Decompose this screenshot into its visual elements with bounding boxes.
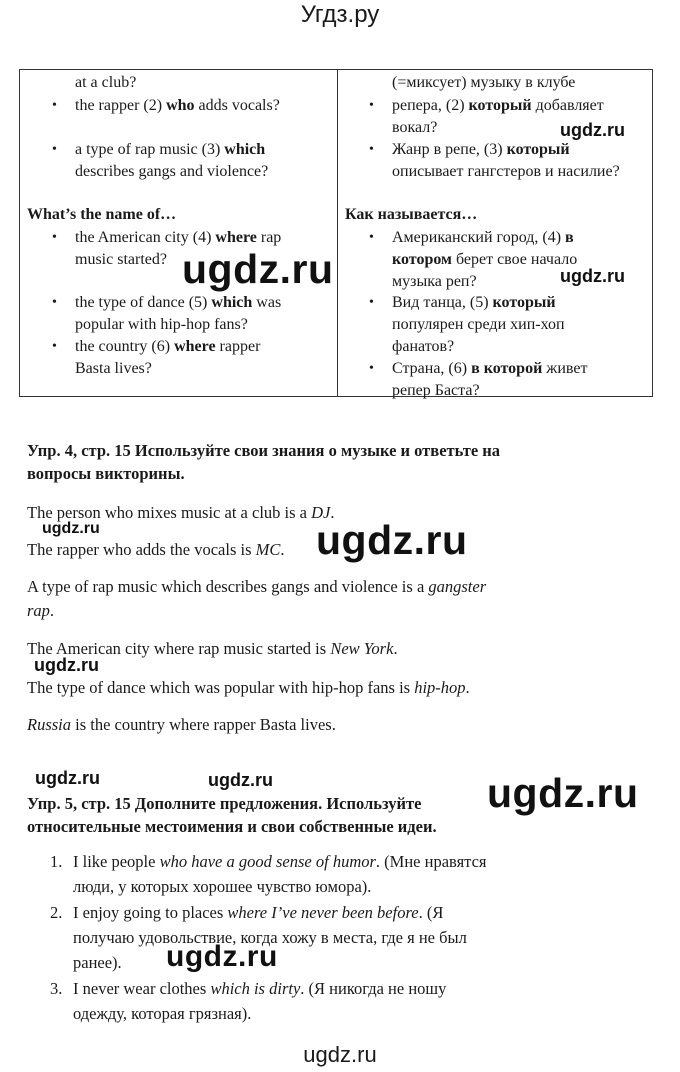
ex4-answer-3-cont: rap. bbox=[27, 601, 55, 620]
bullet-icon: • bbox=[52, 98, 57, 113]
left-item-3-cont: describes gangs and violence? bbox=[75, 163, 269, 180]
right-item-3-cont: описывает гангстеров и насилие? bbox=[392, 163, 620, 180]
right-item-6: Страна, (6) в которой живет bbox=[392, 360, 588, 377]
bullet-icon: • bbox=[369, 230, 374, 245]
ex5-item-3: I never wear clothes which is dirty. (Я никогда не ношу bbox=[73, 979, 447, 998]
right-item-2-cont: вокал? bbox=[392, 119, 438, 136]
site-footer: ugdz.ru bbox=[303, 1042, 377, 1067]
ex5-item-number: 2. bbox=[50, 903, 63, 922]
ex4-heading-line2: вопросы викторины. bbox=[27, 464, 185, 483]
right-item-4-cont: котором берет свое начало bbox=[392, 251, 578, 268]
right-item-4: Американский город, (4) в bbox=[392, 229, 574, 246]
left-item-2: the rapper (2) who adds vocals? bbox=[75, 97, 280, 114]
bullet-icon: • bbox=[52, 230, 57, 245]
ex5-item-1-cont: люди, у которых хорошее чувство юмора). bbox=[73, 877, 372, 896]
right-item-5-cont2: фанатов? bbox=[392, 338, 455, 355]
bullet-icon: • bbox=[52, 295, 57, 310]
ex5-heading-line1: Упр. 5, стр. 15 Дополните предложения. Используйте bbox=[27, 794, 422, 813]
left-item-6-cont: Basta lives? bbox=[75, 360, 152, 377]
ex5-item-2: I enjoy going to places where I’ve never been before. (Я bbox=[73, 903, 444, 922]
watermark: ugdz.ru bbox=[560, 120, 625, 140]
bullet-icon: • bbox=[52, 339, 57, 354]
ex4-answer-3: A type of rap music which describes gangs and violence is a gangster bbox=[27, 577, 487, 596]
table-divider bbox=[337, 69, 338, 397]
right-item-4-cont2: музыка реп? bbox=[392, 273, 477, 290]
watermark: ugdz.ru bbox=[208, 770, 273, 790]
watermark: ugdz.ru bbox=[42, 520, 100, 537]
bullet-icon: • bbox=[369, 361, 374, 376]
ex5-item-1: I like people who have a good sense of humor. (Мне нравятся bbox=[73, 852, 487, 871]
right-item-3: Жанр в репе, (3) который bbox=[392, 141, 570, 158]
left-item-4-cont: music started? bbox=[75, 251, 167, 268]
right-heading: Как называется… bbox=[345, 206, 478, 223]
left-item-5: the type of dance (5) which was bbox=[75, 294, 282, 311]
watermark: ugdz.ru bbox=[182, 246, 334, 292]
left-heading: What’s the name of… bbox=[27, 206, 177, 223]
watermark: ugdz.ru bbox=[560, 266, 625, 286]
bullet-icon: • bbox=[369, 142, 374, 157]
bullet-icon: • bbox=[369, 98, 374, 113]
site-title: Угдз.ру bbox=[300, 1, 380, 28]
ex4-answer-5: The type of dance which was popular with hip-hop fans is hip-hop. bbox=[27, 678, 470, 697]
ex5-item-number: 1. bbox=[50, 852, 63, 871]
watermark: ugdz.ru bbox=[34, 655, 99, 675]
watermark: ugdz.ru bbox=[487, 770, 639, 816]
ex5-item-2-cont2: ранее). bbox=[73, 953, 122, 972]
watermark: ugdz.ru bbox=[35, 768, 100, 788]
ex4-answer-2: The rapper who adds the vocals is MC. bbox=[27, 540, 285, 559]
ex4-answer-1: The person who mixes music at a club is a DJ. bbox=[27, 503, 335, 522]
bullet-icon: • bbox=[369, 295, 374, 310]
bullet-icon: • bbox=[52, 142, 57, 157]
right-item-5-cont: популярен среди хип-хоп bbox=[392, 316, 565, 333]
ex5-item-3-cont: одежду, которая грязная). bbox=[73, 1004, 252, 1023]
right-item-6-cont: репер Баста? bbox=[392, 382, 480, 399]
right-item-2: репера, (2) который добавляет bbox=[392, 97, 604, 114]
ex5-item-2-cont: получаю удовольствие, когда хожу в места, где я не был bbox=[73, 928, 467, 947]
right-lead-line: (=миксует) музыку в клубе bbox=[392, 74, 576, 91]
ex5-heading-line2: относительные местоимения и свои собственные идеи. bbox=[27, 817, 437, 836]
left-item-5-cont: popular with hip-hop fans? bbox=[75, 316, 248, 333]
left-item-6: the country (6) where rapper bbox=[75, 338, 261, 355]
right-item-5: Вид танца, (5) который bbox=[392, 294, 556, 311]
left-item-4: the American city (4) where rap bbox=[75, 229, 282, 246]
left-item-3: a type of rap music (3) which bbox=[75, 141, 266, 158]
ex4-answer-4: The American city where rap music started is New York. bbox=[27, 639, 398, 658]
watermark: ugdz.ru bbox=[316, 517, 468, 563]
ex4-heading-line1: Упр. 4, стр. 15 Используйте свои знания о музыке и ответьте на bbox=[27, 441, 501, 460]
ex4-answer-6: Russia is the country where rapper Basta lives. bbox=[27, 715, 336, 734]
left-lead-line: at a club? bbox=[75, 74, 137, 91]
watermark: ugdz.ru bbox=[166, 940, 278, 973]
ex5-item-number: 3. bbox=[50, 979, 63, 998]
